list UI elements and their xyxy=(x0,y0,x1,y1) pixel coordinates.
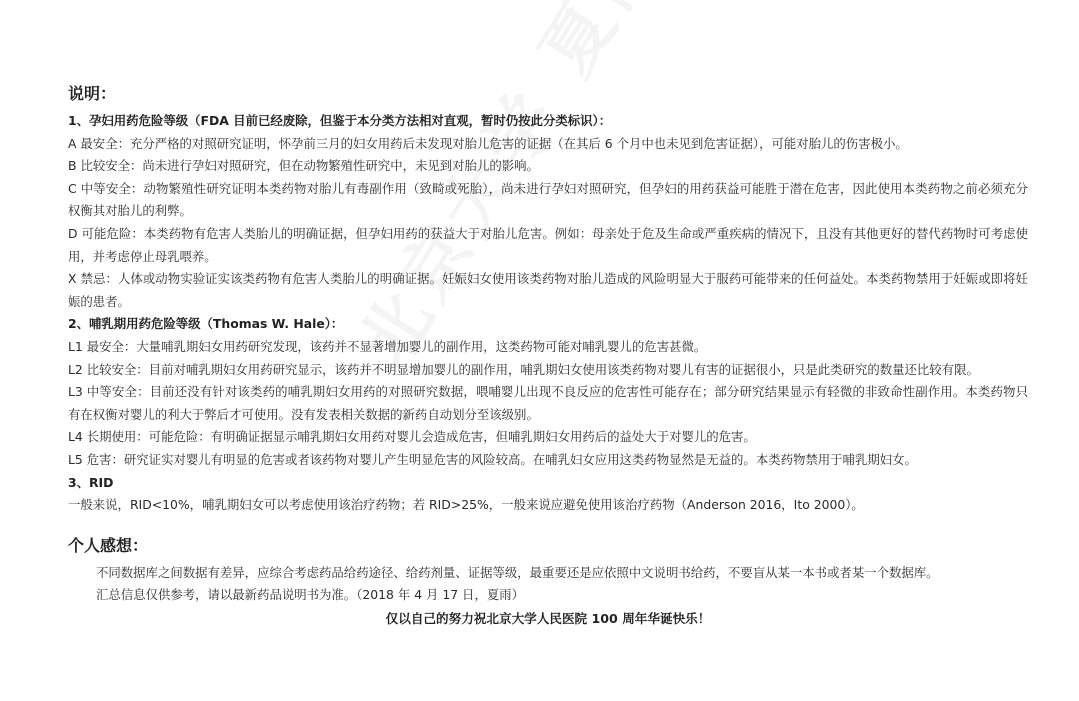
pregnancy-grade-b: B 比较安全：尚未进行孕妇对照研究，但在动物繁殖性研究中，未见到对胎儿的影响。 xyxy=(68,158,539,174)
lactation-grade-l4: L4 长期使用：可能危险：有明确证据显示哺乳期妇女用药对婴儿会造成危害，但哺乳期妇女用药后的益处大于对婴儿的危害。 xyxy=(68,429,756,445)
pregnancy-grade-d: D 可能危险：本类药物有危害人类胎儿的明确证据，但孕妇用药的获益大于对胎儿危害。例如：母亲处于危及生命或严重疾病的情况下，且没有其他更好的替代药物时可考虑使用，并考虑停止母乳喂养。 xyxy=(68,225,1028,264)
pregnancy-grade-c: C 中等安全：动物繁殖性研究证明本类药物对胎儿有毒副作用（致畸或死胎），尚未进行孕妇对照研究，但孕妇的用药获益可能胜于潜在危害，因此使用本类药物之前必须充分权衡其对胎儿的利弊。 xyxy=(68,180,1028,219)
pregnancy-grade-x: X 禁忌：人体或动物实验证实该类药物有危害人类胎儿的明确证据。妊娠妇女使用该类药物对胎儿造成的风险明显大于服药可能带来的任何益处。本类药物禁用于妊娠或即将妊娠的患者。 xyxy=(68,271,1028,309)
section1-title: 1、孕妇用药危险等级（FDA 目前已经废除，但鉴于本分类方法相对直观，暂时仍按此分类标识）： xyxy=(68,113,612,128)
rid-text: 一般来说，RID<10%，哺乳期妇女可以考虑使用该治疗药物；若 RID>25%，一般来说应避免使用该治疗药物（Anderson 2016，Ito 2000）。 xyxy=(68,497,864,513)
lactation-grade-l5: L5 危害：研究证实对婴儿有明显的危害或者该药物对婴儿产生明显危害的风险较高。在哺乳妇女应用这类药物显然是无益的。本类药物禁用于哺乳期妇女。 xyxy=(68,451,917,467)
thoughts-paragraph: 汇总信息仅供参考，请以最新药品说明书为准。（2018 年 4 月 17 日，夏雨） xyxy=(96,587,525,603)
pregnancy-grade-a: A 最安全：充分严格的对照研究证明，怀孕前三月的妇女用药后未发现对胎儿危害的证据（在其后 6 个月中也未见到危害证据），可能对胎儿的伤害极小。 xyxy=(68,135,908,151)
lactation-grade-l3: L3 中等安全：目前还没有针对该类药的哺乳期妇女用药的对照研究数据，喂哺婴儿出现不良反应的危害性可能存在；部分研究结果显示有轻微的非致命性副作用。本类药物只有在权衡对婴儿的利大于弊后才可使用。没有发表相关数据的新药自动划分至该级别。 xyxy=(68,384,1028,422)
lactation-grade-l1: L1 最安全：大量哺乳期妇女用药研究发现，该药并不显著增加婴儿的副作用，这类药物可能对哺乳婴儿的危害甚微。 xyxy=(68,338,707,354)
lactation-grade-l2: L2 比较安全：目前对哺乳期妇女用药研究显示，该药并不明显增加婴儿的副作用，哺乳期妇女使用该类药物对婴儿有害的证据很小，只是此类研究的数量还比较有限。 xyxy=(68,361,979,377)
section2-title: 2、哺乳期用药危险等级（Thomas W. Hale）： xyxy=(68,316,344,332)
document-content xyxy=(68,82,1028,630)
section3-title: 3、RID xyxy=(68,474,114,490)
thoughts-paragraph: 不同数据库之间数据有差异，应综合考虑药品给药途径、给药剂量、证据等级，最重要还是应依照中文说明书给药，不要盲从某一本书或者某一个数据库。 xyxy=(96,564,939,580)
thoughts-heading: 个人感想： xyxy=(68,535,149,555)
closing-line: 仅以自己的努力祝北京大学人民医院 100 周年华诞快乐！ xyxy=(385,610,711,626)
explanation-heading: 说明： xyxy=(68,84,117,103)
